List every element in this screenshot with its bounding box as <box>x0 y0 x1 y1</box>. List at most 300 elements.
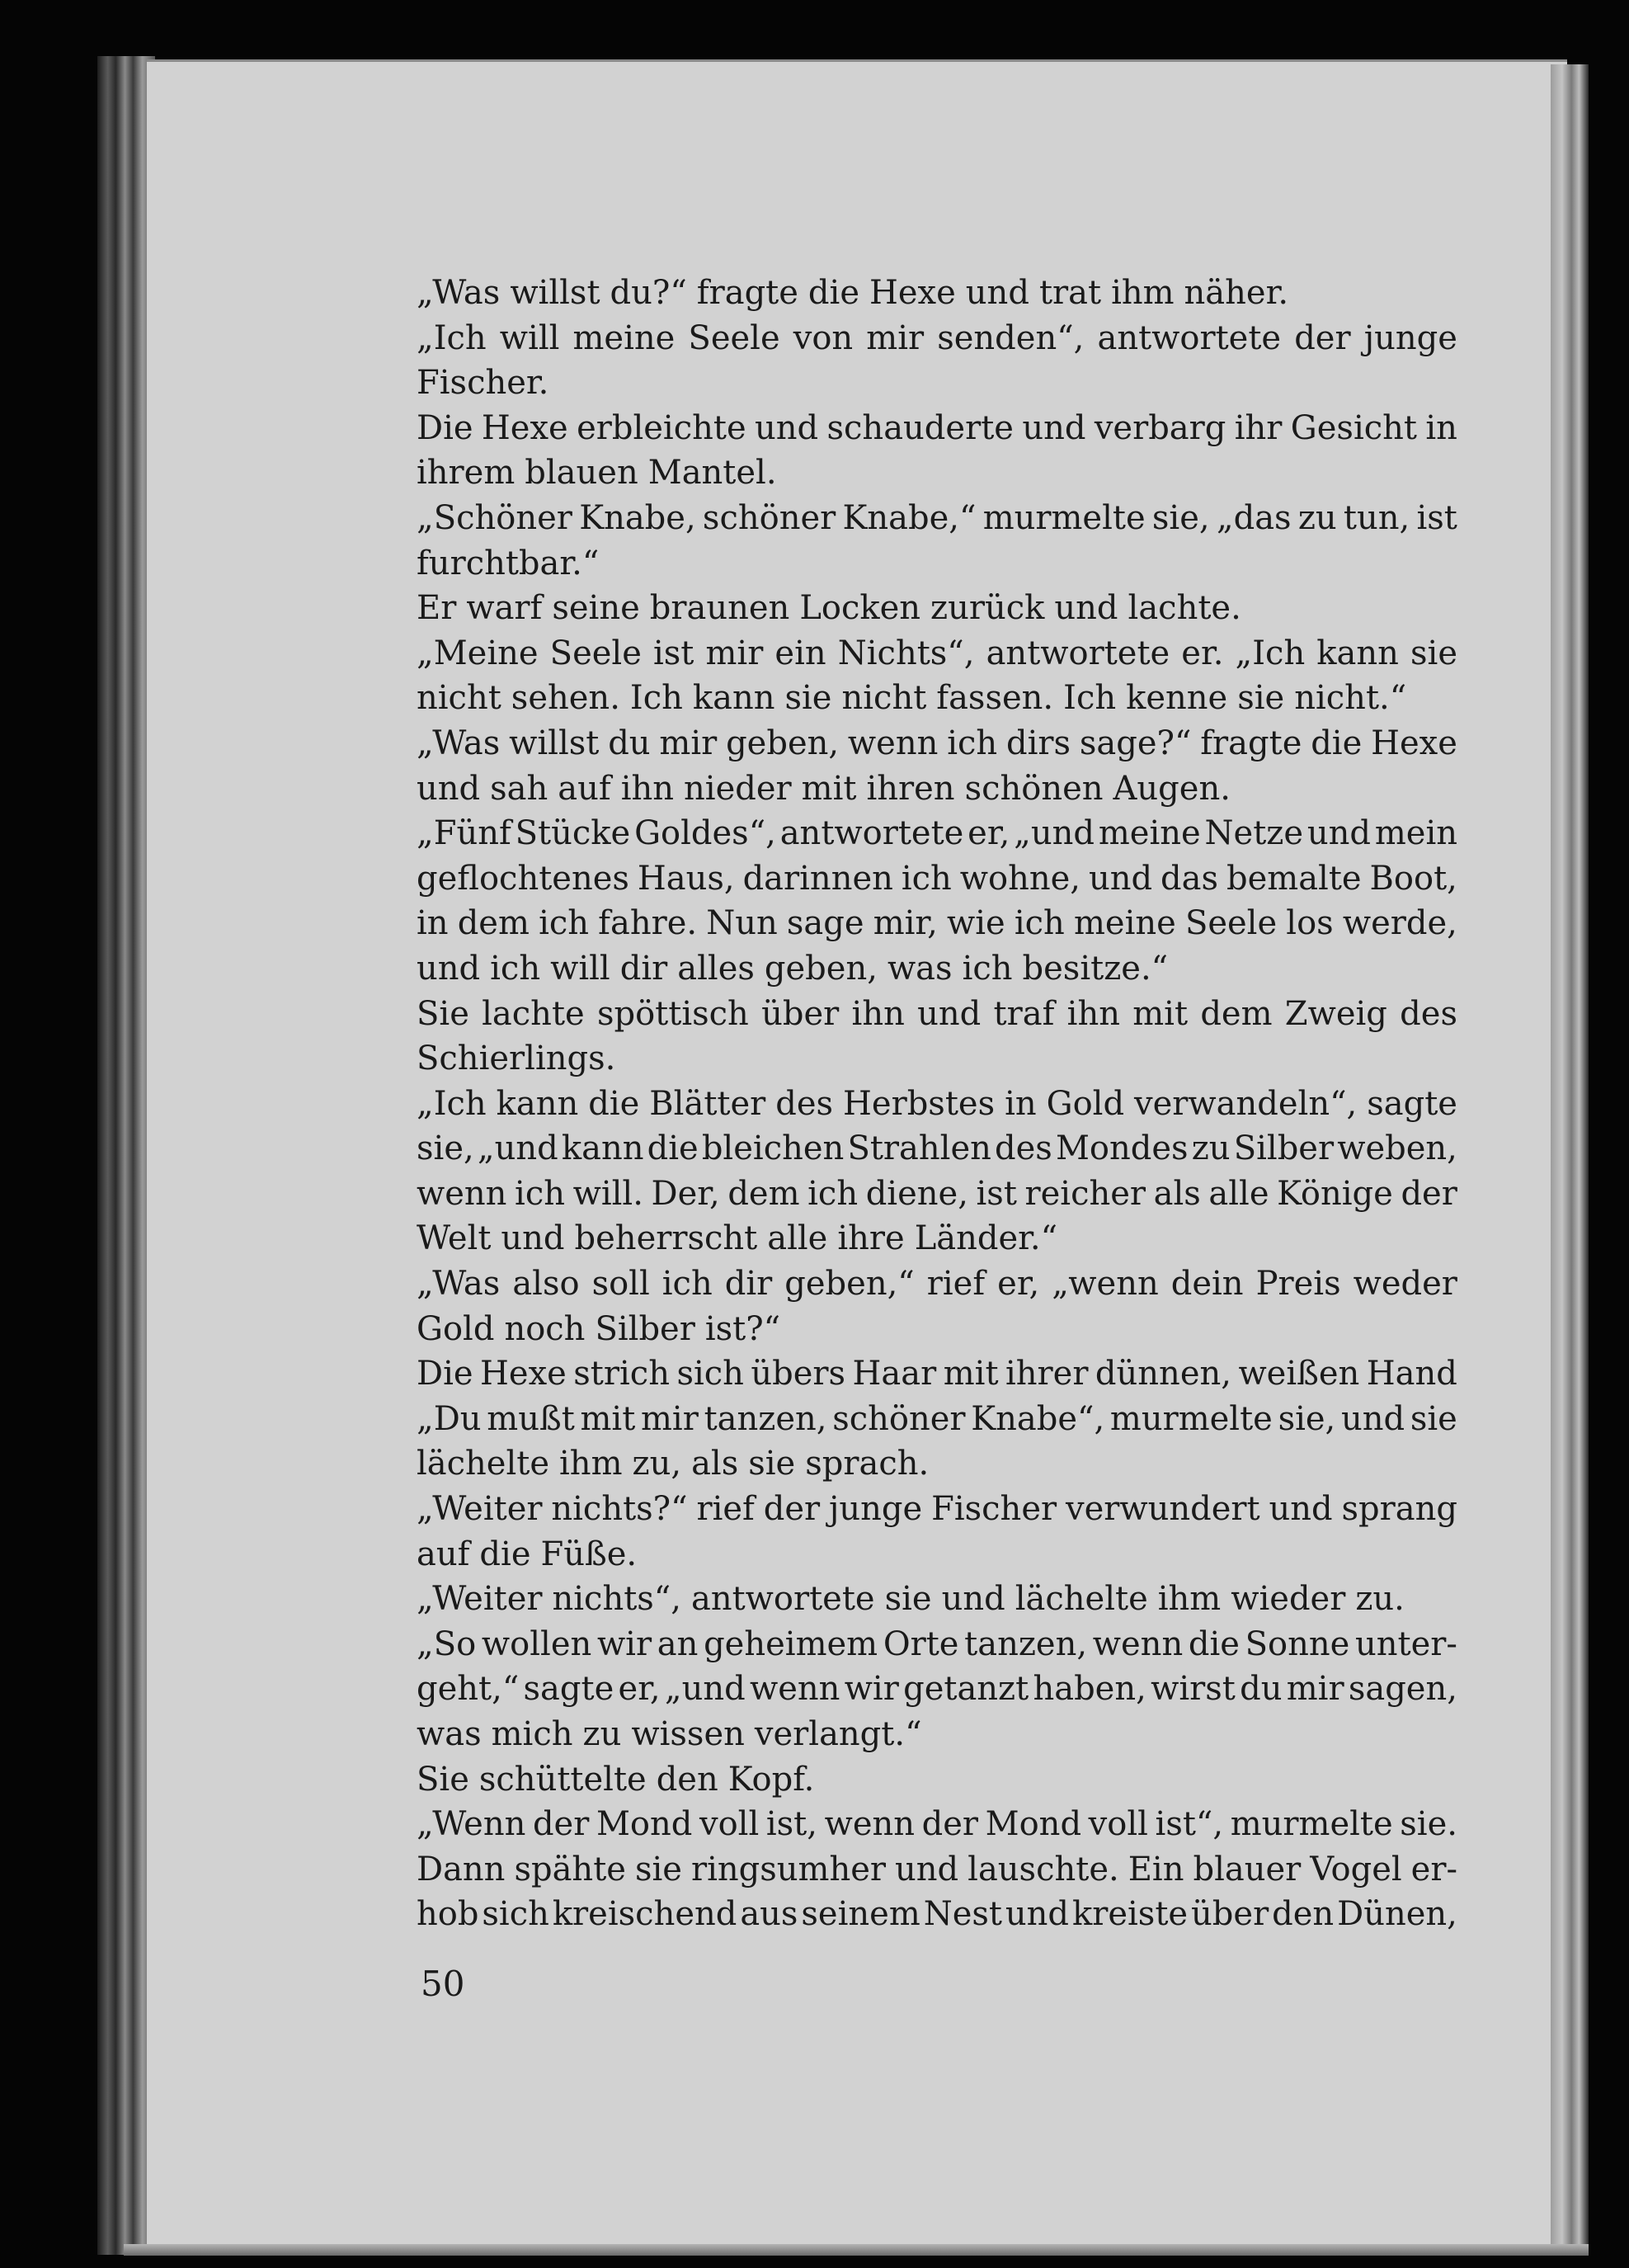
word: mit <box>580 1399 636 1438</box>
word: meine <box>572 318 676 357</box>
word: murmelte <box>1230 1805 1393 1844</box>
text-line <box>417 406 1457 451</box>
word: wie <box>947 904 1005 943</box>
word: verwundert <box>1065 1490 1260 1529</box>
word: Sonne <box>1245 1624 1350 1663</box>
word: näher. <box>1184 274 1289 312</box>
word: und <box>1341 1399 1405 1438</box>
word: und <box>1005 1895 1070 1934</box>
text-line <box>417 901 1457 946</box>
word: sie <box>634 1850 682 1888</box>
word: Hexe <box>481 408 568 447</box>
word: „Schöner <box>417 498 572 537</box>
word: er, <box>968 814 1010 853</box>
word: bleichen <box>701 1129 845 1168</box>
word: Augen. <box>1113 769 1231 808</box>
word: murmelte <box>982 498 1146 537</box>
word: mir <box>641 1399 699 1438</box>
word: lächelte <box>1015 1580 1148 1619</box>
word: ich <box>1014 904 1065 943</box>
word: und <box>1269 1490 1333 1529</box>
word: was <box>887 949 953 988</box>
word: Mond <box>985 1805 1082 1844</box>
word: ihrer <box>1005 1355 1089 1393</box>
word: „Ich <box>1235 634 1306 672</box>
word: wohne, <box>959 859 1081 898</box>
word: schauderte <box>826 408 1014 447</box>
word: und <box>417 769 481 808</box>
word: du?“ <box>610 274 687 312</box>
word: „Weiter <box>417 1580 543 1619</box>
word: sie <box>748 1445 796 1483</box>
word: Sie <box>417 994 469 1033</box>
word: dem <box>457 904 530 943</box>
word: hob <box>417 1895 479 1934</box>
word: Nest <box>923 1895 1002 1934</box>
word: und <box>1054 589 1118 628</box>
word: kenne <box>1126 679 1228 718</box>
word: zu <box>1191 1129 1231 1168</box>
word: ihre <box>837 1219 905 1258</box>
word: will <box>499 318 560 357</box>
word: und <box>1022 408 1086 447</box>
text-line <box>417 1847 1457 1893</box>
word: sagen, <box>1348 1670 1457 1709</box>
word: Knabe“, <box>971 1399 1105 1438</box>
word: rief <box>696 1490 755 1529</box>
word: Mondes <box>1055 1129 1189 1168</box>
word: sie, <box>1278 1399 1336 1438</box>
word: besitze.“ <box>1022 949 1169 988</box>
word: als <box>691 1445 739 1483</box>
word: wenn <box>1092 1624 1184 1663</box>
word: wir <box>596 1624 652 1663</box>
word: der <box>532 1805 590 1844</box>
word: sie <box>1410 1399 1457 1438</box>
word: ist <box>1416 498 1457 537</box>
text-line <box>417 1216 1457 1261</box>
text-line <box>417 1351 1457 1397</box>
word: Hexe <box>480 1355 567 1393</box>
word: und <box>755 408 819 447</box>
word: unter- <box>1355 1624 1457 1663</box>
word: tanzen, <box>964 1624 1088 1663</box>
text-line <box>417 1172 1457 1217</box>
word: fahre. <box>598 904 698 943</box>
word: Netze <box>1204 814 1304 853</box>
word: mußt <box>487 1399 575 1438</box>
word: Er <box>417 589 457 628</box>
text-line <box>417 1622 1457 1667</box>
word: in <box>1005 1084 1037 1123</box>
word: Locken <box>799 589 921 628</box>
word: kann <box>496 1084 579 1123</box>
text-line <box>417 1126 1457 1172</box>
word: noch <box>504 1309 586 1348</box>
word: und <box>965 274 1029 312</box>
page-edge-right <box>1551 64 1589 2251</box>
text-line <box>417 1757 1457 1803</box>
word: du <box>1240 1670 1283 1709</box>
word: Dann <box>417 1850 506 1888</box>
word: verwandeln“, <box>1134 1084 1358 1123</box>
word: er. <box>1181 634 1224 672</box>
word: sagte <box>523 1670 614 1709</box>
word: Knabe, <box>579 498 696 537</box>
word: Nun <box>706 904 778 943</box>
word: geben,“ <box>784 1265 915 1304</box>
word: „Du <box>417 1399 482 1438</box>
text-line <box>417 766 1457 812</box>
word: darinnen <box>742 859 893 898</box>
word: die <box>1311 724 1363 762</box>
word: Goldes“, <box>634 814 776 853</box>
word: alles <box>677 949 755 988</box>
word: weißen <box>1238 1355 1360 1393</box>
word: wenn <box>750 1670 840 1709</box>
word: tanzen, <box>704 1399 827 1438</box>
word: ist, <box>765 1805 817 1844</box>
word: mir, <box>873 904 938 943</box>
text-line <box>417 1532 1457 1577</box>
word: ist“, <box>1155 1805 1224 1844</box>
word: ihn <box>620 769 675 808</box>
word: los <box>1286 904 1334 943</box>
page-number: 50 <box>421 1964 465 2004</box>
word: und <box>895 1850 959 1888</box>
word: die <box>479 1535 531 1573</box>
word: wenn <box>847 724 939 762</box>
word: sich <box>676 1355 744 1393</box>
text-line <box>417 541 1457 587</box>
text-line <box>417 1802 1457 1847</box>
word: Seele <box>549 634 642 672</box>
word: ich <box>962 949 1013 988</box>
word: bemalte <box>1226 859 1362 898</box>
word: sie. <box>1400 1805 1457 1844</box>
word: meine <box>1073 904 1176 943</box>
word: alle <box>1208 1174 1269 1213</box>
word: trat <box>1038 274 1102 312</box>
word: Die <box>417 408 473 447</box>
word: sprang <box>1341 1490 1457 1529</box>
word: zu <box>582 1715 622 1753</box>
text-line <box>417 721 1457 766</box>
text-line <box>417 1577 1457 1622</box>
word: zu, <box>632 1445 682 1483</box>
word: Länder.“ <box>914 1219 1058 1258</box>
word: kann <box>692 679 775 718</box>
word: „Ich <box>417 318 487 357</box>
word: sie, <box>1151 498 1210 537</box>
word: dem <box>1200 994 1273 1033</box>
word: antwortete <box>1097 318 1282 357</box>
word: kann <box>1316 634 1399 672</box>
word: wollen <box>481 1624 592 1663</box>
word: Welt <box>417 1219 492 1258</box>
word: beherrscht <box>574 1219 758 1258</box>
word: von <box>793 318 854 357</box>
word: ich <box>807 1174 859 1213</box>
word: tun, <box>1343 498 1410 537</box>
word: kreischend <box>552 1895 737 1934</box>
word: dein <box>1170 1265 1244 1304</box>
word: ich <box>490 949 541 988</box>
word: „Fünf <box>417 814 511 853</box>
text-line <box>417 271 1457 316</box>
word: lauschte. <box>968 1850 1119 1888</box>
word: also <box>512 1265 580 1304</box>
text-line <box>417 1307 1457 1352</box>
word: übers <box>751 1355 846 1393</box>
word: wenn <box>417 1174 507 1213</box>
word: Vogel <box>1310 1850 1402 1888</box>
word: ringsumher <box>690 1850 887 1888</box>
word: ihr <box>1234 408 1283 447</box>
text-line <box>417 586 1457 631</box>
word: sie <box>784 679 832 718</box>
word: er- <box>1410 1850 1457 1888</box>
text-line <box>417 1667 1457 1712</box>
word: sie <box>1237 679 1285 718</box>
word: und <box>417 949 481 988</box>
word: ich <box>661 1265 713 1304</box>
word: des <box>775 1084 834 1123</box>
word: Gesicht <box>1290 408 1417 447</box>
word: „und <box>477 1129 558 1168</box>
word: blauen <box>525 454 638 493</box>
word: Boot, <box>1369 859 1457 898</box>
word: nichts?“ <box>551 1490 688 1529</box>
word: über <box>761 994 840 1033</box>
word: fragte <box>1200 724 1302 762</box>
word: warf <box>466 589 543 628</box>
word: kann <box>561 1129 644 1168</box>
word: ihn <box>1066 994 1120 1033</box>
word: meine <box>1098 814 1201 853</box>
word: lachte <box>482 994 585 1033</box>
word: Seele <box>1184 904 1278 943</box>
word: dirs <box>1005 724 1071 762</box>
word: strich <box>573 1355 670 1393</box>
word: ihm <box>559 1445 623 1483</box>
word: sagte <box>1367 1084 1457 1123</box>
word: voll <box>1088 1805 1148 1844</box>
word: „Weiter <box>417 1490 543 1529</box>
word: ich <box>515 1174 565 1213</box>
word: erbleichte <box>577 408 746 447</box>
word: über <box>1191 1895 1269 1934</box>
word: Ich <box>1063 679 1117 718</box>
word: Fischer. <box>417 364 549 403</box>
text-line <box>417 676 1457 721</box>
text-line <box>417 1397 1457 1442</box>
word: spähte <box>514 1850 626 1888</box>
word: willst <box>509 724 600 762</box>
word: Knabe,“ <box>842 498 977 537</box>
text-line <box>417 856 1457 902</box>
word: und <box>941 1580 1005 1619</box>
text-line <box>417 1712 1457 1757</box>
word: was <box>417 1715 482 1753</box>
word: und <box>917 994 982 1033</box>
word: „das <box>1216 498 1292 537</box>
word: „Was <box>417 274 501 312</box>
word: Zweig <box>1284 994 1387 1033</box>
word: Stücke <box>515 814 631 853</box>
word: rief <box>926 1265 986 1304</box>
word: ich <box>947 724 998 762</box>
word: wirst <box>1151 1670 1236 1709</box>
word: zurück <box>930 589 1045 628</box>
word: verlangt.“ <box>754 1715 922 1753</box>
word: der <box>921 1805 979 1844</box>
word: zu. <box>1355 1580 1405 1619</box>
text-line <box>417 316 1457 361</box>
word: Der, <box>651 1174 720 1213</box>
word: wieder <box>1231 1580 1346 1619</box>
word: nichts“, <box>552 1580 681 1619</box>
word: Kopf. <box>727 1760 815 1799</box>
word: werde, <box>1342 904 1457 943</box>
word: fassen. <box>936 679 1054 718</box>
word: ihm <box>1157 1580 1222 1619</box>
word: Orte <box>883 1624 959 1663</box>
text-line <box>417 496 1457 541</box>
text-line <box>417 1036 1457 1082</box>
word: Haar <box>852 1355 937 1393</box>
word: und <box>1088 859 1153 898</box>
word: ist?“ <box>704 1309 781 1348</box>
text-line <box>417 1261 1457 1307</box>
word: mir <box>659 724 718 762</box>
word: spöttisch <box>596 994 749 1033</box>
word: will. <box>572 1174 643 1213</box>
word: „wenn <box>1052 1265 1159 1304</box>
word: Mantel. <box>647 454 777 493</box>
word: willst <box>510 274 600 312</box>
word: ich <box>901 859 952 898</box>
text-line <box>417 811 1457 856</box>
text-line <box>417 450 1457 496</box>
word: murmelte <box>1109 1399 1273 1438</box>
word: mir <box>866 318 925 357</box>
word: auf <box>558 769 611 808</box>
word: sage?“ <box>1079 724 1192 762</box>
word: Fischer <box>931 1490 1057 1529</box>
word: nicht <box>417 679 501 718</box>
word: soll <box>591 1265 650 1304</box>
word: die <box>647 1129 699 1168</box>
word: an <box>657 1624 699 1663</box>
word: sah <box>490 769 548 808</box>
word: „Wenn <box>417 1805 526 1844</box>
word: „Was <box>417 1265 501 1304</box>
word: Preis <box>1255 1265 1341 1304</box>
word: ihren <box>866 769 955 808</box>
word: „Meine <box>417 634 539 672</box>
word: wir <box>844 1670 899 1709</box>
word: „und <box>1014 814 1095 853</box>
word: weder <box>1353 1265 1457 1304</box>
word: den <box>656 1760 718 1799</box>
word: nicht <box>841 679 927 718</box>
word: Könige <box>1277 1174 1393 1213</box>
word: junge <box>829 1490 923 1529</box>
word: „und <box>664 1670 746 1709</box>
word: ihrem <box>417 454 516 493</box>
body-text <box>417 271 1457 1937</box>
word: der <box>763 1490 821 1529</box>
word: mein <box>1374 814 1457 853</box>
word: als <box>1153 1174 1201 1213</box>
word: diene, <box>865 1174 968 1213</box>
word: mir <box>705 634 764 672</box>
text-line <box>417 1441 1457 1487</box>
word: schöner <box>702 498 836 537</box>
word: er, <box>997 1265 1040 1304</box>
word: „Was <box>417 724 501 762</box>
word: „Ich <box>417 1084 487 1123</box>
word: Ich <box>629 679 683 718</box>
word: Füße. <box>540 1535 638 1573</box>
text-line <box>417 631 1457 677</box>
word: das <box>1161 859 1219 898</box>
word: antwortete <box>690 1580 875 1619</box>
word: Silber <box>1233 1129 1335 1168</box>
word: geben, <box>764 949 878 988</box>
word: Dünen, <box>1337 1895 1457 1934</box>
word: Mond <box>596 1805 693 1844</box>
word: Hexe <box>1371 724 1457 762</box>
word: wenn <box>824 1805 916 1844</box>
text-line <box>417 1082 1457 1127</box>
word: geht,“ <box>417 1670 520 1709</box>
word: du <box>608 724 651 762</box>
word: ich <box>539 904 590 943</box>
word: kreiste <box>1071 1895 1189 1934</box>
word: mich <box>491 1715 573 1753</box>
word: die <box>807 274 859 312</box>
word: den <box>1272 1895 1335 1934</box>
word: Strahlen <box>847 1129 991 1168</box>
word: senden“, <box>937 318 1085 357</box>
word: ist <box>976 1174 1017 1213</box>
word: die <box>1188 1624 1240 1663</box>
word: des <box>1400 994 1457 1033</box>
word: alle <box>767 1219 828 1258</box>
word: mir <box>1286 1670 1344 1709</box>
word: Nichts“, <box>837 634 975 672</box>
word: Hand <box>1366 1355 1457 1393</box>
word: dünnen, <box>1095 1355 1231 1393</box>
text-line <box>417 992 1457 1037</box>
word: schüttelte <box>478 1760 647 1799</box>
word: antwortete <box>779 814 964 853</box>
word: sich <box>482 1895 549 1934</box>
word: Seele <box>688 318 780 357</box>
word: lächelte <box>417 1445 550 1483</box>
word: aus <box>740 1895 798 1934</box>
word: er, <box>618 1670 661 1709</box>
word: Hexe <box>869 274 956 312</box>
text-line <box>417 946 1457 992</box>
word: sie <box>1410 634 1457 672</box>
word: sie, <box>417 1129 474 1168</box>
word: Die <box>417 1355 473 1393</box>
word: traf <box>993 994 1055 1033</box>
word: will <box>550 949 610 988</box>
